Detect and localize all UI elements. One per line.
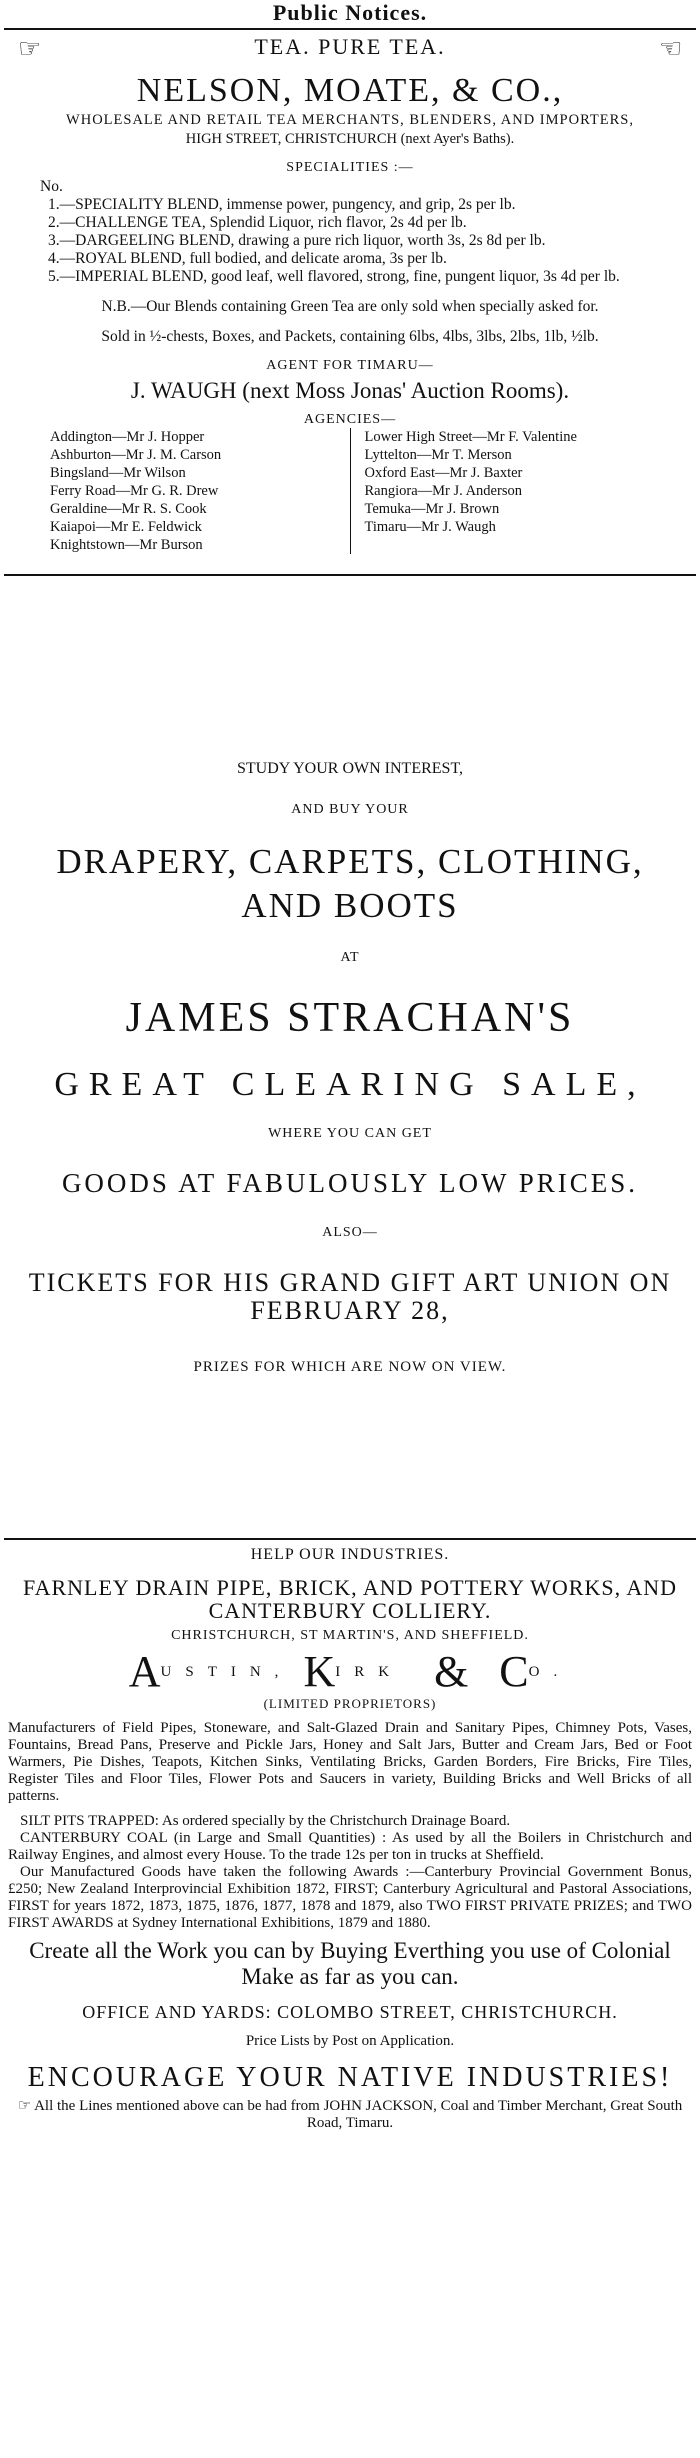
austin-encourage: ENCOURAGE YOUR NATIVE INDUSTRIES!: [27, 2062, 673, 2093]
tea-address: HIGH STREET, CHRISTCHURCH (next Ayer's Baths).: [185, 131, 515, 147]
firm-initial: A: [128, 1647, 161, 1696]
tea-headline-row: [0, 30, 700, 70]
agencies-left-column: [50, 428, 336, 554]
austin-proprietors: (LIMITED PROPRIETORS): [263, 1696, 437, 1711]
austin-coal: CANTERBURY COAL (in Large and Small Quantities) : As used by all the Boilers in Christchurch and Railway Engines, and almost every House. To the trade 12s per ton in trucks at Sheffield.: [8, 1830, 692, 1863]
speciality-item: 1.—SPECIALITY BLEND, immense power, pungency, and grip, 2s per lb.: [48, 196, 516, 213]
specialities-heading: SPECIALITIES :—: [286, 160, 414, 175]
agent-heading: AGENT FOR TIMARU—: [266, 358, 434, 373]
firm-ampersand: &: [434, 1647, 469, 1696]
agency-item: Addington—Mr J. Hopper: [50, 429, 205, 445]
tea-note: N.B.—Our Blends containing Green Tea are only sold when specially asked for.: [101, 298, 599, 315]
austin-silt: SILT PITS TRAPPED: As ordered specially by the Christchurch Drainage Board.: [20, 1813, 511, 1829]
section-rule: [4, 1538, 696, 1540]
austin-manufacturers: Manufacturers of Field Pipes, Stoneware, and Salt-Glazed Drain and Sanitary Pipes, Chimney Pots, Vases, Fountains, Bread Pans, Preserve and Pickle Jars, Honey and Salt Jars, Butter and Cream Jars, Bed or Foot Warmers, Pie Dishes, Teapots, Kitchen Sinks, Ventilating Bricks, Garden Borders, Fire Bricks, Fire Tiles, Register Tiles and Floor Tiles, Flower Pots and Saucers in variety, Building Bricks and Well Bricks of all patterns.: [8, 1720, 692, 1804]
strachan-line-4: AND BOOTS: [241, 886, 459, 925]
austin-heading: HELP OUR INDUSTRIES.: [250, 1546, 450, 1563]
austin-awards: Our Manufactured Goods have taken the following Awards :—Canterbury Provincial Government Bonus, £250; New Zealand Interprovincial Exhibition 1872, FIRST; Canterbury Agricultural and Pastoral Associations, FIRST for years 1872, 1873, 1875, 1876, 1877, 1878 and 1879, also TWO FIRST PRIVATE PRIZES; and TWO FIRST AWARDS at Sydney International Exhibitions, 1879 and 1880.: [8, 1864, 692, 1931]
firm-part: USTIN,: [160, 1664, 293, 1680]
agent-name: J. WAUGH (next Moss Jonas' Auction Rooms).: [130, 378, 570, 403]
strachan-line-8: WHERE YOU CAN GET: [268, 1126, 432, 1141]
agency-item: Ashburton—Mr J. M. Carson: [50, 447, 222, 463]
agency-item: Oxford East—Mr J. Baxter: [364, 465, 523, 481]
strachan-line-11: TICKETS FOR HIS GRAND GIFT ART UNION ON FEBRUARY 28,: [28, 1268, 672, 1325]
firm-part: O.: [528, 1664, 572, 1680]
agencies-table: [0, 428, 700, 554]
strachan-line-10: ALSO—: [322, 1225, 378, 1240]
agency-item: Geraldine—Mr R. S. Cook: [50, 501, 207, 517]
austin-footer-text: All the Lines mentioned above can be had from JOHN JACKSON, Coal and Timber Merchant, Great South Road, Timaru.: [34, 2098, 683, 2131]
specialities-list: [0, 196, 700, 286]
strachan-sale: GREAT CLEARING SALE,: [54, 1066, 646, 1103]
firm-part: IRK: [335, 1664, 404, 1680]
agency-item: Rangiora—Mr J. Anderson: [364, 483, 522, 499]
strachan-advertisement: [0, 576, 700, 1376]
austin-works: FARNLEY DRAIN PIPE, BRICK, AND POTTERY WORKS, AND CANTERBURY COLLIERY.: [22, 1575, 678, 1623]
pointing-hand-icon: ☞: [18, 34, 42, 63]
austin-kirk-advertisement: [0, 1546, 700, 2132]
agency-item: Kaiapoi—Mr E. Feldwick: [50, 519, 202, 535]
agency-item: Bingsland—Mr Wilson: [50, 465, 186, 481]
speciality-item: 5.—IMPERIAL BLEND, good leaf, well flavored, strong, fine, pungent liquor, 3s 4d per lb.: [48, 268, 620, 285]
tea-packing: Sold in ½-chests, Boxes, and Packets, containing 6lbs, 4lbs, 3lbs, 2lbs, 1lb, ½lb.: [101, 328, 599, 345]
firm-initial: K: [303, 1647, 336, 1696]
agency-item: Knightstown—Mr Burson: [50, 537, 203, 553]
pointing-hand-icon: ☞: [17, 2098, 32, 2114]
tea-headline: TEA. PURE TEA.: [254, 34, 446, 59]
austin-footer: [0, 2098, 700, 2132]
agency-item: Lyttelton—Mr T. Merson: [364, 447, 512, 463]
tea-advertisement: [0, 30, 700, 554]
austin-places: CHRISTCHURCH, ST MARTIN'S, AND SHEFFIELD.: [171, 1628, 529, 1643]
austin-office: OFFICE AND YARDS: COLOMBO STREET, CHRISTCHURCH.: [82, 2002, 618, 2022]
speciality-item: 2.—CHALLENGE TEA, Splendid Liquor, rich flavor, 2s 4d per lb.: [48, 214, 467, 231]
austin-firm-name: [0, 1648, 700, 1696]
agencies-heading: AGENCIES—: [303, 412, 397, 427]
strachan-line-3: DRAPERY, CARPETS, CLOTHING,: [56, 842, 644, 881]
austin-price: Price Lists by Post on Application.: [245, 2033, 455, 2049]
tea-firm-name: NELSON, MOATE, & CO.,: [136, 72, 564, 109]
tea-business: WHOLESALE AND RETAIL TEA MERCHANTS, BLENDERS, AND IMPORTERS,: [66, 112, 634, 128]
austin-create: Create all the Work you can by Buying Everthing you use of Colonial Make as far as you can.: [29, 1938, 671, 1989]
firm-initial: C: [499, 1647, 529, 1696]
agency-item: Ferry Road—Mr G. R. Drew: [50, 483, 219, 499]
speciality-item: 4.—ROYAL BLEND, full bodied, and delicate aroma, 3s per lb.: [48, 250, 447, 267]
no-label: No.: [40, 178, 63, 195]
agency-item: Lower High Street—Mr F. Valentine: [364, 429, 577, 445]
strachan-line-12: PRIZES FOR WHICH ARE NOW ON VIEW.: [193, 1359, 507, 1375]
pointing-hand-icon: ☞: [658, 34, 682, 63]
agencies-right-column: [365, 428, 651, 554]
speciality-item: 3.—DARGEELING BLEND, drawing a pure rich liquor, worth 3s, 2s 8d per lb.: [48, 232, 546, 249]
strachan-firm-name: JAMES STRACHAN'S: [125, 995, 575, 1041]
agency-item: Timaru—Mr J. Waugh: [364, 519, 496, 535]
strachan-line-5: AT: [340, 950, 360, 965]
agency-item: Temuka—Mr J. Brown: [364, 501, 500, 517]
page-header: Public Notices.: [272, 0, 428, 25]
strachan-line-2: AND BUY YOUR: [291, 802, 409, 817]
strachan-line-1: STUDY YOUR OWN INTEREST,: [236, 760, 464, 777]
strachan-line-9: GOODS AT FABULOUSLY LOW PRICES.: [61, 1168, 639, 1198]
column-divider: [350, 428, 351, 554]
